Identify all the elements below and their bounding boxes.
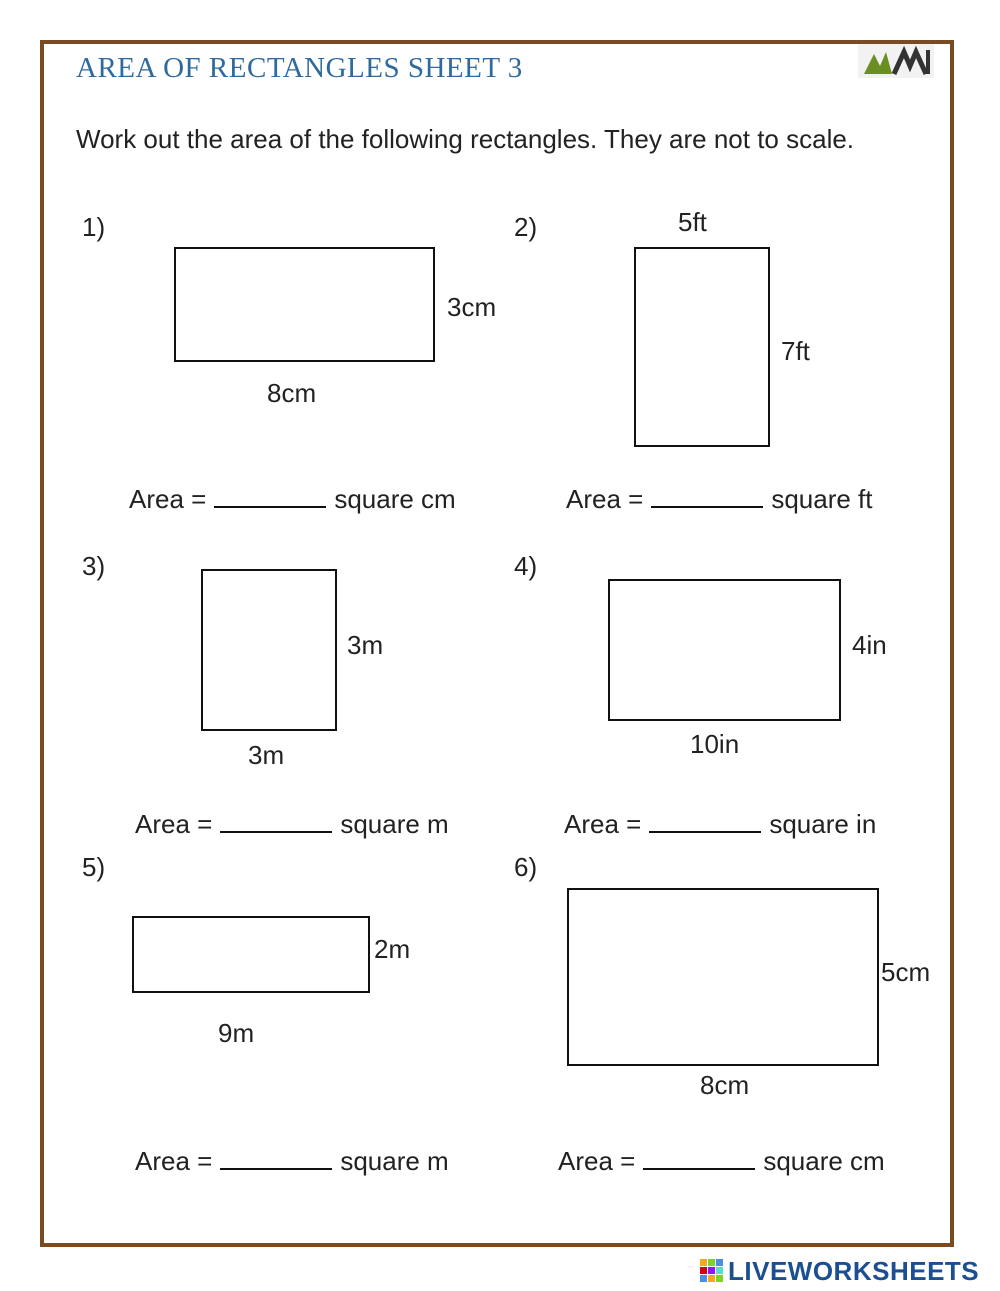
rectangle-2 xyxy=(634,247,770,447)
area-answer-input-3[interactable] xyxy=(220,809,332,833)
height-label: 5cm xyxy=(881,957,931,987)
liveworksheets-logo-icon xyxy=(700,1259,724,1283)
instructions: Work out the area of the following rectangles. They are not to scale. xyxy=(76,124,855,154)
area-answer-row xyxy=(129,484,456,515)
area-label: Area = xyxy=(564,809,642,839)
area-label: Area = xyxy=(558,1146,636,1176)
area-unit: square cm xyxy=(763,1146,885,1176)
area-answer-input-4[interactable] xyxy=(649,809,761,833)
width-label: 10in xyxy=(690,729,740,759)
width-label: 3m xyxy=(248,740,285,770)
area-unit: square m xyxy=(340,1146,449,1176)
area-label: Area = xyxy=(129,484,207,514)
rectangle-3 xyxy=(201,569,337,731)
area-unit: square cm xyxy=(334,484,456,514)
rectangle-6 xyxy=(567,888,879,1066)
problem-number: 1) xyxy=(82,212,106,242)
area-unit: square ft xyxy=(771,484,873,514)
area-answer-input-2[interactable] xyxy=(651,484,763,508)
area-label: Area = xyxy=(566,484,644,514)
area-label: Area = xyxy=(135,809,213,839)
problem-number: 6) xyxy=(514,852,538,882)
brand-name: LIVEWORKSHEETS xyxy=(728,1255,980,1286)
area-answer-row xyxy=(566,484,873,515)
rectangle-1 xyxy=(174,247,435,362)
page-title: AREA OF RECTANGLES SHEET 3 xyxy=(76,52,523,84)
area-unit: square m xyxy=(340,809,449,839)
area-answer-row xyxy=(135,809,449,840)
area-answer-row xyxy=(558,1146,885,1177)
height-label: 4in xyxy=(852,630,887,660)
area-answer-input-5[interactable] xyxy=(220,1146,332,1170)
width-label: 8cm xyxy=(267,378,317,408)
width-label: 9m xyxy=(218,1018,255,1048)
area-answer-row xyxy=(564,809,876,840)
problem-number: 5) xyxy=(82,852,106,882)
problem-number: 4) xyxy=(514,551,538,581)
area-unit: square in xyxy=(769,809,877,839)
height-label: 3m xyxy=(347,630,384,660)
height-label: 7ft xyxy=(781,336,810,366)
rectangle-5 xyxy=(132,916,370,993)
liveworksheets-brand[interactable] xyxy=(700,1254,979,1288)
area-answer-input-1[interactable] xyxy=(214,484,326,508)
height-label: 3cm xyxy=(447,292,497,322)
width-label: 5ft xyxy=(678,207,707,237)
width-label: 8cm xyxy=(700,1070,750,1100)
problem-number: 2) xyxy=(514,212,538,242)
area-label: Area = xyxy=(135,1146,213,1176)
publisher-logo-icon xyxy=(858,44,934,78)
area-answer-input-6[interactable] xyxy=(643,1146,755,1170)
rectangle-4 xyxy=(608,579,841,721)
area-answer-row xyxy=(135,1146,449,1177)
height-label: 2m xyxy=(374,934,411,964)
problem-number: 3) xyxy=(82,551,106,581)
